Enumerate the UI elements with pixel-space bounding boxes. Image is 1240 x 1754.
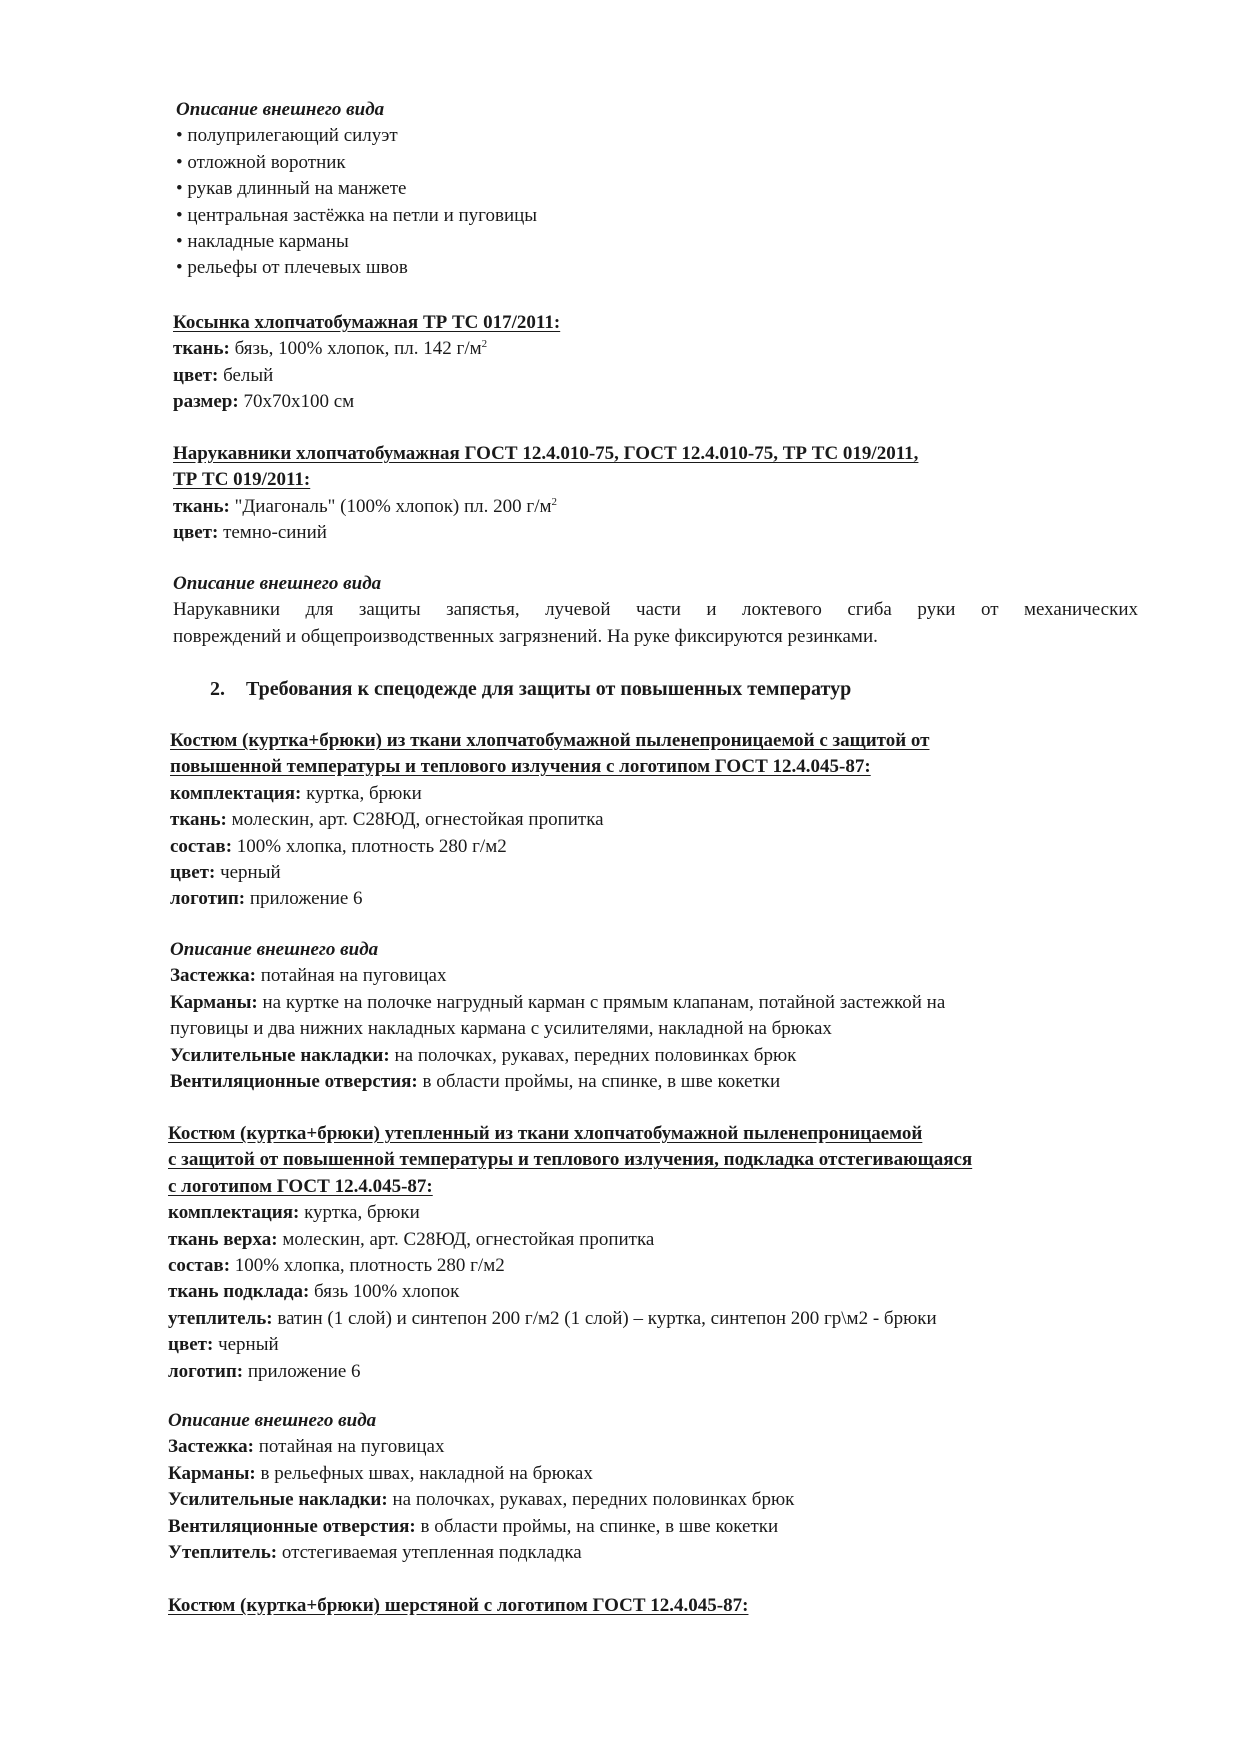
field-label: цвет: (173, 364, 219, 386)
section-2-heading (210, 676, 851, 702)
narukavniki-title-line1: Нарукавники хлопчатобумажная ГОСТ 12.4.010-75, ГОСТ 12.4.010-75, ТР ТС 019/2011, (173, 443, 919, 464)
field-label: логотип: (168, 1360, 244, 1382)
field-value: молескин, арт. С28ЮД, огнестойкая пропитка (277, 1228, 655, 1250)
field-value: 100% хлопка, плотность 280 г/м2 (232, 835, 507, 857)
field-value: в области проймы, на спинке, в шве кокетки (417, 1070, 781, 1092)
kostyum2-composition-row (168, 1253, 972, 1279)
kostyum1-pockets-row-continued: пуговицы и два нижних накладных кармана с усилителями, накладной на брюках (170, 1018, 832, 1040)
field-label: цвет: (168, 1334, 214, 1356)
field-label: Усилительные накладки: (168, 1489, 388, 1511)
superscript: 2 (551, 495, 557, 508)
field-label: размер: (173, 391, 239, 413)
narukavniki-description-block (173, 571, 1138, 650)
kostyum3-block (168, 1593, 748, 1619)
bullet-item: • рукав длинный на манжете (176, 178, 407, 200)
kostyum2-title-line2: с защитой от повышенной температуры и теплового излучения, подкладка отстегивающаяся (168, 1149, 973, 1171)
kostyum2-block (168, 1121, 972, 1385)
kostyum1-ventilation-row (170, 1069, 945, 1095)
field-value: белый (218, 364, 274, 386)
field-value: на полочках, рукавах, передних половинках брюк (389, 1044, 797, 1066)
field-label: ткань: (173, 495, 230, 517)
field-value: бязь 100% хлопок (309, 1281, 460, 1303)
kosynka-color-row (173, 363, 560, 389)
field-value: потайная на пуговицах (256, 965, 447, 987)
field-label: состав: (170, 835, 233, 857)
field-label: Вентиляционные отверстия: (168, 1515, 416, 1537)
field-value: темно-синий (218, 522, 327, 544)
field-label: Карманы: (168, 1462, 256, 1484)
section-number: 2. (210, 678, 225, 700)
appearance-heading: Описание внешнего вида (168, 1410, 377, 1431)
field-label: Карманы: (170, 991, 258, 1013)
bullet-item: • центральная застёжка на петли и пуговицы (176, 204, 538, 226)
bullet-item: • отложной воротник (176, 151, 346, 173)
kosynka-block (173, 310, 560, 416)
kostyum1-pockets-row (170, 990, 945, 1016)
kostyum1-title-line2: повышенной температуры и теплового излучения с логотипом ГОСТ 12.4.045-87: (170, 756, 871, 778)
kosynka-title: Косынка хлопчатобумажная ТР ТС 017/2011: (173, 312, 561, 333)
kostyum2-fabric-row (168, 1227, 972, 1253)
kostyum2-set-row (168, 1200, 972, 1226)
field-value: отстегиваемая утепленная подкладка (277, 1541, 582, 1563)
narukavniki-color-row (173, 520, 918, 546)
kostyum1-composition-row (170, 834, 930, 860)
kostyum2-color-row (168, 1332, 972, 1358)
field-value: на полочках, рукавах, передних половинках брюк (387, 1489, 795, 1511)
kostyum2-insulation-row (168, 1306, 972, 1332)
kostyum2-pockets-row (168, 1461, 794, 1487)
kostyum2-insulation-detail-row (168, 1540, 794, 1566)
field-label: Утеплитель: (168, 1541, 278, 1563)
field-value: приложение 6 (245, 888, 363, 910)
bullet-item: • рельефы от плечевых швов (176, 257, 408, 279)
field-value: приложение 6 (243, 1360, 361, 1382)
field-label: цвет: (170, 861, 216, 883)
field-value: на куртке на полочке нагрудный карман с прямым клапанам, потайной застежкой на (257, 991, 946, 1013)
appearance-heading: Описание внешнего вида (176, 99, 385, 120)
kostyum1-clasp-row (170, 963, 945, 989)
field-value: в области проймы, на спинке, в шве кокетки (415, 1515, 779, 1537)
field-label: ткань: (173, 338, 230, 360)
field-label: утеплитель: (168, 1307, 273, 1329)
field-label: ткань подклада: (168, 1281, 310, 1303)
field-value: потайная на пуговицах (254, 1436, 445, 1458)
kostyum2-logo-row (168, 1359, 972, 1385)
field-label: Застежка: (170, 965, 256, 987)
description-line: Нарукавники для защиты запястья, лучевой части и локтевого сгиба руки от механических (173, 599, 1138, 621)
kostyum2-clasp-row (168, 1434, 794, 1460)
kostyum1-set-row (170, 781, 930, 807)
field-label: Вентиляционные отверстия: (170, 1070, 418, 1092)
field-value: куртка, брюки (299, 1202, 420, 1224)
field-value: черный (215, 861, 281, 883)
appearance-heading: Описание внешнего вида (170, 939, 379, 960)
field-label: Усилительные накладки: (170, 1044, 390, 1066)
kostyum1-logo-row (170, 886, 930, 912)
description-line: повреждений и общепроизводственных загрязнений. На руке фиксируются резинками. (173, 625, 878, 647)
kostyum1-fabric-row (170, 807, 930, 833)
kostyum2-lining-row (168, 1279, 972, 1305)
kostyum1-block (170, 728, 930, 913)
field-label: цвет: (173, 522, 219, 544)
kostyum1-color-row (170, 860, 930, 886)
narukavniki-title-line2: ТР ТС 019/2011: (173, 469, 311, 491)
appearance-description-block (176, 97, 537, 282)
field-value: 100% хлопка, плотность 280 г/м2 (230, 1254, 505, 1276)
field-value: "Диагональ" (100% хлопок) пл. 200 г/м (229, 495, 552, 517)
field-value: куртка, брюки (301, 782, 422, 804)
bullet-item: • накладные карманы (176, 230, 349, 252)
field-value: ватин (1 слой) и синтепон 200 г/м2 (1 слой) – куртка, синтепон 200 гр\м2 - брюки (272, 1307, 937, 1329)
field-value: молескин, арт. С28ЮД, огнестойкая пропитка (226, 809, 604, 831)
kostyum2-title-line1: Костюм (куртка+брюки) утепленный из ткани хлопчатобумажной пыленепроницаемой (168, 1123, 923, 1144)
kostyum3-title: Костюм (куртка+брюки) шерстяной с логотипом ГОСТ 12.4.045-87: (168, 1595, 749, 1616)
field-label: ткань верха: (168, 1228, 278, 1250)
field-label: логотип: (170, 888, 246, 910)
kostyum2-reinforcement-row (168, 1487, 794, 1513)
kostyum1-reinforcement-row (170, 1043, 945, 1069)
field-label: комплектация: (168, 1202, 300, 1224)
kosynka-size-row (173, 389, 560, 415)
kostyum1-description-block (170, 937, 945, 1095)
field-value: бязь, 100% хлопок, пл. 142 г/м (229, 338, 482, 360)
field-value: в рельефных швах, накладной на брюках (255, 1462, 593, 1484)
kostyum2-title-line3: с логотипом ГОСТ 12.4.045-87: (168, 1175, 433, 1197)
kostyum1-title-line1: Костюм (куртка+брюки) из ткани хлопчатобумажной пыленепроницаемой с защитой от (170, 730, 930, 751)
bullet-item: • полуприлегающий силуэт (176, 125, 398, 147)
kostyum2-ventilation-row (168, 1514, 794, 1540)
field-label: ткань: (170, 809, 227, 831)
field-value: черный (213, 1334, 279, 1356)
field-label: Застежка: (168, 1436, 254, 1458)
kosynka-fabric-row (173, 336, 560, 362)
kostyum2-description-block (168, 1408, 794, 1566)
appearance-heading: Описание внешнего вида (173, 573, 382, 594)
narukavniki-fabric-row (173, 494, 918, 520)
field-label: состав: (168, 1254, 231, 1276)
section-title: Требования к спецодежде для защиты от повышенных температур (246, 678, 852, 700)
field-value: 70х70х100 см (238, 391, 355, 413)
superscript: 2 (481, 338, 488, 351)
field-label: комплектация: (170, 782, 302, 804)
narukavniki-block (173, 441, 918, 547)
